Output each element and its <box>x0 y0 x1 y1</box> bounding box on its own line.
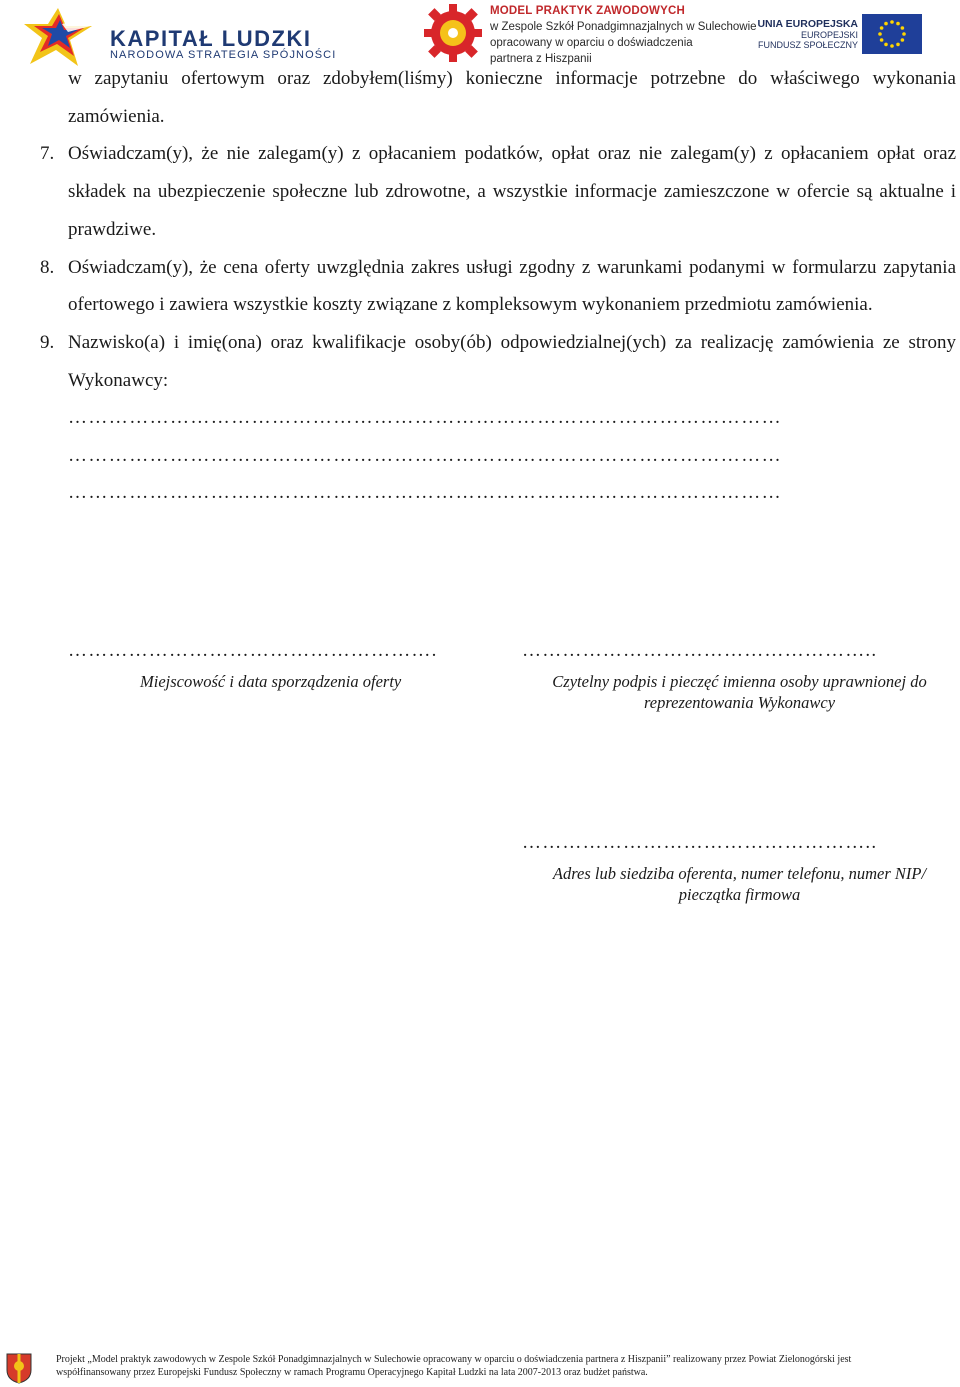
address-label: Adres lub siedziba oferenta, numer telefonu, numer NIP/ pieczątka firmowa <box>552 864 927 904</box>
eu-flag-icon <box>862 14 922 54</box>
item-number: 8. <box>40 256 55 278</box>
list-item-9 <box>40 324 956 399</box>
eu-logo-line2: EUROPEJSKI <box>800 30 858 40</box>
footer-text <box>56 1353 946 1379</box>
eu-star-icon <box>901 38 905 42</box>
eu-logo-line1: UNIA EUROPEJSKA <box>757 18 858 30</box>
model-praktyk-logo <box>422 2 757 68</box>
fill-in-line[interactable]: …………………………………………………………………………………………… <box>68 444 782 466</box>
signature-label: Czytelny podpis i pieczęć imienna osoby uprawnionej do reprezentowania Wykonawcy <box>552 672 927 712</box>
model-praktyk-title: MODEL PRAKTYK ZAWODOWYCH <box>490 5 685 17</box>
item-number: 7. <box>40 143 55 165</box>
eu-star-icon <box>884 43 888 47</box>
kapital-ludzki-logo <box>22 6 342 68</box>
model-praktyk-line3: opracowany w oparciu o doświadczenia <box>490 37 693 49</box>
item-text: Oświadczam(y), że nie zalegam(y) z opłacaniem podatków, opłat oraz nie zalegam(y) z opłacaniem opłat oraz składek na ubezpieczenie społeczne lub zdrowotne, a wszystkie informacje zamieszczone w ofercie są aktualne i prawdziwe. <box>68 143 956 240</box>
fill-in-line[interactable]: …………………………………………………………………………………………… <box>68 407 782 429</box>
eu-star-icon <box>884 22 888 26</box>
eu-star-icon <box>880 38 884 42</box>
item-text: Oświadczam(y), że cena oferty uwzględnia zakres usługi zgodny z warunkami podanymi w formularzu zapytania ofertowego i zawiera wszystkie koszty związane z kompleksowym wykonaniem przedmiotu zamówienia. <box>68 256 956 316</box>
page-footer <box>0 1348 960 1387</box>
kapital-ludzki-title: KAPITAŁ LUDZKI <box>110 26 312 51</box>
signature-block <box>522 640 957 713</box>
kapital-ludzki-subtitle: NARODOWA STRATEGIA SPÓJNOŚCI <box>110 49 337 61</box>
place-date-dots[interactable]: ………………………………………………. <box>68 640 438 661</box>
eu-star-icon <box>878 32 882 36</box>
eu-star-icon <box>880 26 884 30</box>
footer-line2: współfinansowany przez Europejski Fundusz Społeczny w ramach Programu Operacyjnego Kapitał Ludzki na lata 2007-2013 oraz budżet państwa. <box>56 1367 648 1378</box>
place-date-block <box>68 640 498 692</box>
eu-star-icon <box>902 32 906 36</box>
eu-logo-line3: FUNDUSZ SPOŁECZNY <box>757 40 858 50</box>
eu-star-icon <box>890 20 894 24</box>
eu-star-icon <box>896 43 900 47</box>
eu-logo <box>757 12 930 58</box>
document-body <box>40 60 956 512</box>
coat-of-arms-icon <box>4 1352 34 1384</box>
footer-line1: Projekt „Model praktyk zawodowych w Zespole Szkół Ponadgimnazjalnych w Sulechowie opracowany w oparciu o doświadczenia partnera z Hiszpanii” realizowany przez Powiat Zielonogórski jest <box>56 1354 852 1365</box>
gear-logo-icon <box>422 2 484 64</box>
model-praktyk-line2: w Zespole Szkół Ponadgimnazjalnych w Sulechowie <box>490 21 757 33</box>
kapital-ludzki-star-icon <box>22 6 108 68</box>
intro-paragraph: w zapytaniu ofertowym oraz zdobyłem(liśmy) konieczne informacje potrzebne do właściwego wykonania zamówienia. <box>68 68 956 127</box>
eu-star-icon <box>890 44 894 48</box>
model-praktyk-line4: partnera z Hiszpanii <box>490 53 592 65</box>
place-date-label: Miejscowość i data sporządzenia oferty <box>140 672 402 691</box>
list-item-8 <box>40 249 956 324</box>
eu-star-icon <box>896 22 900 26</box>
address-block <box>522 832 957 905</box>
item-number: 9. <box>40 331 55 353</box>
address-dots[interactable]: …………………………………………….. <box>522 832 878 853</box>
item-text: Nazwisko(a) i imię(ona) oraz kwalifikacje osoby(ób) odpowiedzialnej(ych) za realizację zamówienia ze strony Wykonawcy: <box>68 331 956 391</box>
fill-in-line[interactable]: …………………………………………………………………………………………… <box>68 482 782 504</box>
eu-star-icon <box>901 26 905 30</box>
list-item-7 <box>40 135 956 248</box>
signature-dots[interactable]: …………………………………………….. <box>522 640 878 661</box>
